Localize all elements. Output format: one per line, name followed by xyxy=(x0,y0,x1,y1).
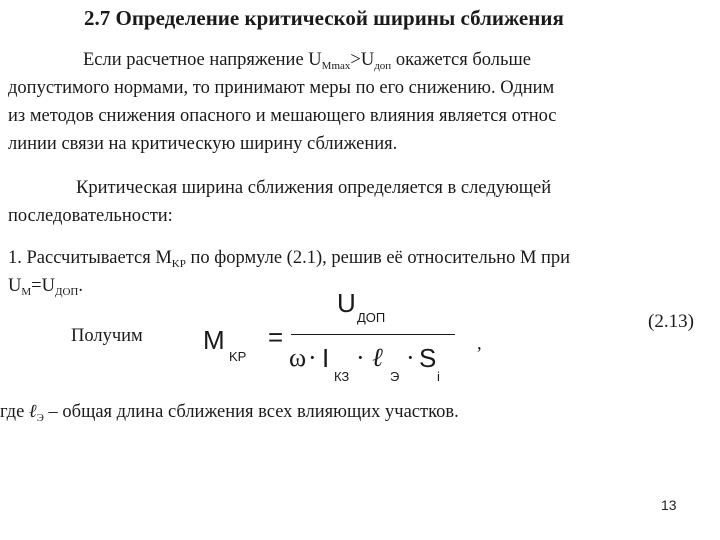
formula-equals: = xyxy=(268,322,284,352)
formula-lhs-sub: KP xyxy=(229,349,247,364)
fraction-bar xyxy=(291,334,455,335)
formula-number: (2.13) xyxy=(648,311,694,332)
formula-length-sub: Э xyxy=(390,369,400,384)
para1-line1: Если расчетное напряжение $U_{Mmax}>U_{доп}$ окажется больше xyxy=(83,50,531,72)
formula-comma: , xyxy=(477,334,482,354)
formula-area: S xyxy=(419,343,437,373)
para2-line2: последовательности: xyxy=(8,206,173,226)
para1-line3: из методов снижения опасного и мешающего влияния является относ xyxy=(8,106,557,126)
formula-current-sub: КЗ xyxy=(334,369,350,384)
formula-lhs: M xyxy=(203,325,225,355)
para1-line2: допустимого нормами, то принимают меры по его снижению. Одним xyxy=(8,78,555,98)
formula-omega: ω xyxy=(289,343,307,372)
para1-line4: линии связи на критическую ширину сближения. xyxy=(8,134,398,154)
formula-dot-3: · xyxy=(406,343,415,372)
page-number: 13 xyxy=(661,497,677,513)
formula-dot-1: · xyxy=(308,343,317,372)
formula-area-sub: i xyxy=(437,369,440,384)
formula-numerator: U xyxy=(337,288,356,318)
para3-line1: 1. Рассчитывается $M_{KP}$ по формуле (2.1), решив её относительно M при xyxy=(8,248,571,270)
where-line: где ℓ$_Э$ – общая длина сближения всех влияющих участков. xyxy=(0,402,459,424)
para2-line1: Критическая ширина сближения определяется в следующей xyxy=(76,178,552,198)
formula-current: I xyxy=(322,343,330,373)
para3-line2: $U_M=U_{ДОП}$. xyxy=(8,276,83,298)
formula-lead-text: Получим xyxy=(71,326,143,346)
formula-length: ℓ xyxy=(372,343,383,372)
formula-dot-2: · xyxy=(356,343,365,372)
section-heading: 2.7 Определение критической ширины сближения xyxy=(84,6,564,30)
formula-numerator-sub: ДОП xyxy=(357,310,386,325)
